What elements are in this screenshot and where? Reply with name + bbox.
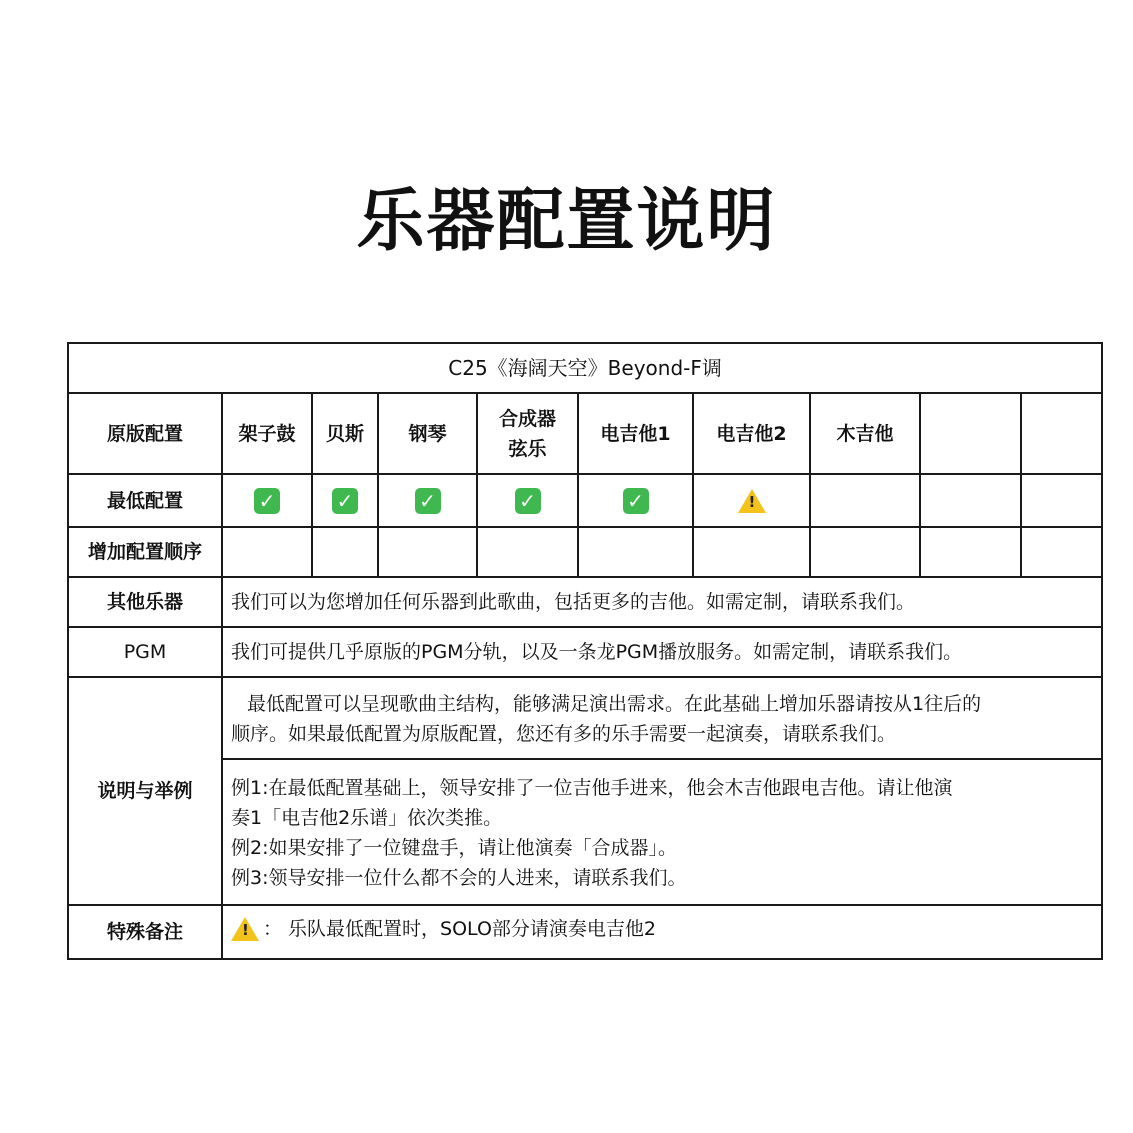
empty-cell bbox=[222, 527, 312, 577]
min-config-electric-guitar-2 bbox=[693, 474, 810, 527]
check-icon: ✓ bbox=[515, 488, 541, 514]
warning-icon bbox=[738, 489, 766, 513]
example-1-line1: 例1:在最低配置基础上，领导安排了一位吉他手进来，他会木吉他跟电吉他。请让他演 bbox=[231, 777, 953, 799]
empty-cell bbox=[477, 527, 578, 577]
check-icon: ✓ bbox=[415, 488, 441, 514]
row-label-pgm: PGM bbox=[68, 627, 222, 677]
instrument-piano: 钢琴 bbox=[378, 393, 477, 474]
instrument-electric-guitar-2: 电吉他2 bbox=[693, 393, 810, 474]
instrument-synth-strings bbox=[477, 393, 578, 474]
empty-cell bbox=[920, 393, 1021, 474]
explanation-intro-line1: 最低配置可以呈现歌曲主结构，能够满足演出需求。在此基础上增加乐器请按从1往后的 bbox=[247, 693, 982, 715]
song-title: C25《海阔天空》Beyond-F调 bbox=[68, 343, 1102, 393]
min-config-bass bbox=[312, 474, 378, 527]
special-note-content bbox=[222, 905, 1102, 959]
instrument-acoustic-guitar: 木吉他 bbox=[810, 393, 920, 474]
empty-cell bbox=[693, 527, 810, 577]
row-label-explanation: 说明与举例 bbox=[68, 677, 222, 905]
warning-icon bbox=[231, 917, 259, 941]
row-label-min-config: 最低配置 bbox=[68, 474, 222, 527]
explanation-examples bbox=[222, 759, 1102, 905]
instrument-electric-guitar-1: 电吉他1 bbox=[578, 393, 693, 474]
min-config-electric-guitar-1 bbox=[578, 474, 693, 527]
pgm-text: 我们可提供几乎原版的PGM分轨，以及一条龙PGM播放服务。如需定制，请联系我们。 bbox=[222, 627, 1102, 677]
instrument-drums: 架子鼓 bbox=[222, 393, 312, 474]
row-label-special-note: 特殊备注 bbox=[68, 905, 222, 959]
instrument-config-table bbox=[67, 342, 1103, 960]
check-icon: ✓ bbox=[254, 488, 280, 514]
min-config-synth-strings bbox=[477, 474, 578, 527]
page-title: 乐器配置说明 bbox=[356, 182, 777, 261]
instrument-synth: 合成器 bbox=[498, 407, 556, 430]
instrument-bass: 贝斯 bbox=[312, 393, 378, 474]
min-config-piano bbox=[378, 474, 477, 527]
min-config-acoustic-guitar bbox=[810, 474, 920, 527]
row-label-other-instruments: 其他乐器 bbox=[68, 577, 222, 627]
example-1-line2: 奏1「电吉他2乐谱」依次类推。 bbox=[231, 807, 503, 829]
explanation-intro-line2: 顺序。如果最低配置为原版配置，您还有多的乐手需要一起演奏，请联系我们。 bbox=[231, 723, 897, 745]
check-icon: ✓ bbox=[332, 488, 358, 514]
row-label-original-config: 原版配置 bbox=[68, 393, 222, 474]
empty-cell bbox=[378, 527, 477, 577]
special-note-text: ： 乐队最低配置时，SOLO部分请演奏电吉他2 bbox=[263, 918, 657, 940]
empty-cell bbox=[1021, 527, 1102, 577]
empty-cell bbox=[810, 527, 920, 577]
instrument-strings: 弦乐 bbox=[508, 437, 547, 460]
empty-cell bbox=[920, 527, 1021, 577]
empty-cell bbox=[1021, 474, 1102, 527]
empty-cell bbox=[1021, 393, 1102, 474]
check-icon: ✓ bbox=[623, 488, 649, 514]
empty-cell bbox=[578, 527, 693, 577]
empty-cell bbox=[920, 474, 1021, 527]
explanation-intro bbox=[222, 677, 1102, 759]
row-label-add-order: 增加配置顺序 bbox=[68, 527, 222, 577]
min-config-drums bbox=[222, 474, 312, 527]
example-2: 例2:如果安排了一位键盘手，请让他演奏「合成器」。 bbox=[231, 837, 677, 859]
empty-cell bbox=[312, 527, 378, 577]
example-3: 例3:领导安排一位什么都不会的人进来，请联系我们。 bbox=[231, 867, 687, 889]
other-instruments-text: 我们可以为您增加任何乐器到此歌曲，包括更多的吉他。如需定制，请联系我们。 bbox=[222, 577, 1102, 627]
